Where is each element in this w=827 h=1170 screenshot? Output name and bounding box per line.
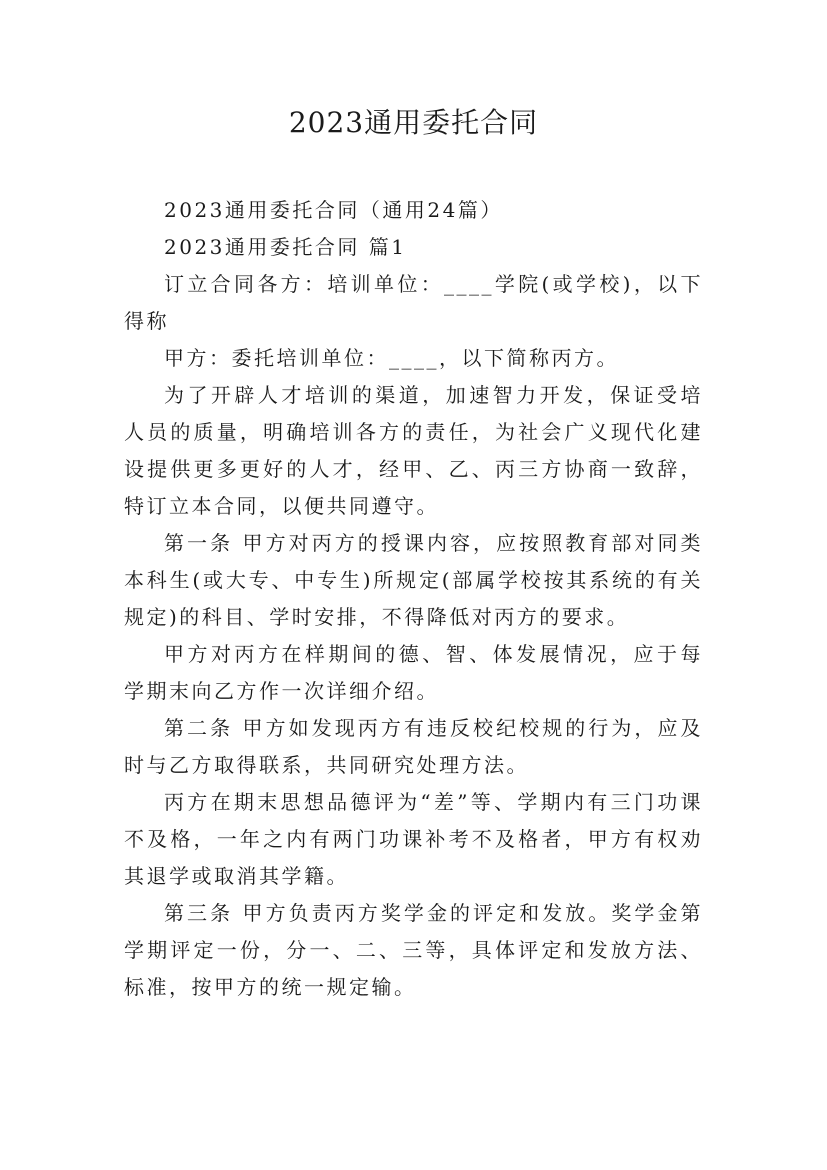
paragraph-article-1-detail: 甲方对丙方在样期间的德、智、体发展情况，应于每学期末向乙方作一次详细介绍。: [124, 642, 703, 703]
paragraph-parties: 订立合同各方：培训单位：____学院(或学校)，以下得称: [124, 272, 703, 333]
document-title: 2023通用委托合同: [288, 106, 539, 139]
paragraph-party-a: 甲方：委托培训单位：____，以下简称丙方。: [164, 346, 619, 370]
paragraph-section-heading: 2023通用委托合同 篇1: [164, 235, 407, 259]
paragraph-article-3: 第三条 甲方负责丙方奖学金的评定和发放。奖学金第学期评定一份，分一、二、三等，具体评定和发放方法、标准，按甲方的统一规定输。: [124, 901, 703, 999]
paragraph-article-1: 第一条 甲方对丙方的授课内容，应按照教育部对同类本科生(或大专、中专生)所规定(部属学校按其系统的有关规定)的科目、学时安排，不得降低对丙方的要求。: [124, 531, 703, 629]
paragraph-preamble: 为了开辟人才培训的渠道，加速智力开发，保证受培人员的质量，明确培训各方的责任，为社会广义现代化建设提供更多更好的人才，经甲、乙、丙三方协商一致辞，特订立本合同，以便共同遵守。: [124, 383, 703, 518]
paragraph-article-2: 第二条 甲方如发现丙方有违反校纪校规的行为，应及时与乙方取得联系，共同研究处理方法。: [124, 716, 703, 777]
paragraph-article-2-detail: 丙方在期末思想品德评为“差”等、学期内有三门功课不及格，一年之内有两门功课补考不及格者，甲方有权劝其退学或取消其学籍。: [124, 790, 703, 888]
paragraph-subtitle: 2023通用委托合同（通用24篇）: [164, 198, 503, 222]
document-body: [124, 192, 703, 1006]
